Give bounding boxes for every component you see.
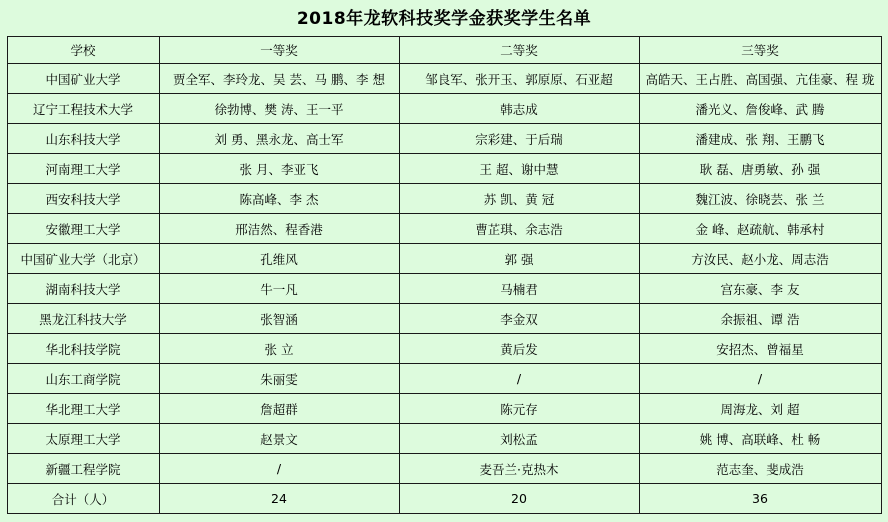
cell-third-prize: 金 峰、赵疏航、韩承村 bbox=[639, 214, 881, 244]
cell-first-prize: / bbox=[159, 454, 399, 484]
award-list-table bbox=[7, 36, 882, 514]
cell-first-prize: 赵景文 bbox=[159, 424, 399, 454]
cell-second-prize: 刘松孟 bbox=[399, 424, 639, 454]
cell-school: 河南理工大学 bbox=[7, 154, 159, 184]
cell-first-prize: 贾全军、李玲龙、吴 芸、马 鹏、李 想 bbox=[159, 64, 399, 94]
table-header-row bbox=[7, 37, 881, 64]
cell-school: 中国矿业大学 bbox=[7, 64, 159, 94]
cell-second-prize: / bbox=[399, 364, 639, 394]
column-header-school: 学校 bbox=[7, 37, 159, 64]
table-row bbox=[7, 124, 881, 154]
cell-school: 安徽理工大学 bbox=[7, 214, 159, 244]
cell-third-prize: 耿 磊、唐勇敏、孙 强 bbox=[639, 154, 881, 184]
table-row bbox=[7, 304, 881, 334]
cell-first-prize: 邢洁然、程香港 bbox=[159, 214, 399, 244]
cell-second-prize: 苏 凯、黄 冠 bbox=[399, 184, 639, 214]
table-row bbox=[7, 94, 881, 124]
table-row bbox=[7, 424, 881, 454]
cell-school: 黑龙江科技大学 bbox=[7, 304, 159, 334]
cell-total-label: 合计（人） bbox=[7, 484, 159, 514]
cell-school: 湖南科技大学 bbox=[7, 274, 159, 304]
cell-first-prize: 张 月、李亚飞 bbox=[159, 154, 399, 184]
cell-third-prize: 安招杰、曾福星 bbox=[639, 334, 881, 364]
table-row bbox=[7, 244, 881, 274]
cell-third-prize: 姚 博、高联峰、杜 畅 bbox=[639, 424, 881, 454]
cell-second-prize: 宗彩建、于后瑞 bbox=[399, 124, 639, 154]
cell-third-prize: 余振祖、谭 浩 bbox=[639, 304, 881, 334]
cell-first-prize: 詹超群 bbox=[159, 394, 399, 424]
cell-third-prize: 潘建成、张 翔、王鹏飞 bbox=[639, 124, 881, 154]
table-row bbox=[7, 454, 881, 484]
cell-second-prize: 李金双 bbox=[399, 304, 639, 334]
cell-second-prize: 曹芷琪、余志浩 bbox=[399, 214, 639, 244]
cell-second-prize: 邹良军、张开玉、郭原原、石亚超 bbox=[399, 64, 639, 94]
table-row bbox=[7, 184, 881, 214]
table-row bbox=[7, 274, 881, 304]
column-header-first-prize: 一等奖 bbox=[159, 37, 399, 64]
cell-total-first-prize: 24 bbox=[159, 484, 399, 514]
cell-second-prize: 麦吾兰·克热木 bbox=[399, 454, 639, 484]
cell-school: 辽宁工程技术大学 bbox=[7, 94, 159, 124]
cell-second-prize: 郭 强 bbox=[399, 244, 639, 274]
cell-third-prize: 魏江波、徐晓芸、张 兰 bbox=[639, 184, 881, 214]
cell-first-prize: 张智涵 bbox=[159, 304, 399, 334]
cell-first-prize: 牛一凡 bbox=[159, 274, 399, 304]
cell-third-prize: 周海龙、刘 超 bbox=[639, 394, 881, 424]
cell-school: 山东科技大学 bbox=[7, 124, 159, 154]
cell-first-prize: 徐勃博、樊 涛、王一平 bbox=[159, 94, 399, 124]
cell-second-prize: 马楠君 bbox=[399, 274, 639, 304]
cell-total-third-prize: 36 bbox=[639, 484, 881, 514]
cell-school: 山东工商学院 bbox=[7, 364, 159, 394]
cell-first-prize: 陈高峰、李 杰 bbox=[159, 184, 399, 214]
table-row bbox=[7, 334, 881, 364]
cell-third-prize: 高皓天、王占胜、高国强、亢佳豪、程 珑 bbox=[639, 64, 881, 94]
cell-second-prize: 陈元存 bbox=[399, 394, 639, 424]
cell-total-second-prize: 20 bbox=[399, 484, 639, 514]
cell-school: 中国矿业大学（北京） bbox=[7, 244, 159, 274]
table-row bbox=[7, 64, 881, 94]
cell-third-prize: 潘光义、詹俊峰、武 腾 bbox=[639, 94, 881, 124]
cell-second-prize: 韩志成 bbox=[399, 94, 639, 124]
table-row bbox=[7, 364, 881, 394]
cell-third-prize: 方汝民、赵小龙、周志浩 bbox=[639, 244, 881, 274]
cell-second-prize: 黄后发 bbox=[399, 334, 639, 364]
cell-school: 新疆工程学院 bbox=[7, 454, 159, 484]
column-header-third-prize: 三等奖 bbox=[639, 37, 881, 64]
cell-third-prize: 宫东豪、李 友 bbox=[639, 274, 881, 304]
cell-first-prize: 刘 勇、黑永龙、高士军 bbox=[159, 124, 399, 154]
cell-school: 太原理工大学 bbox=[7, 424, 159, 454]
cell-first-prize: 孔维风 bbox=[159, 244, 399, 274]
cell-first-prize: 张 立 bbox=[159, 334, 399, 364]
cell-school: 华北科技学院 bbox=[7, 334, 159, 364]
table-header bbox=[7, 37, 881, 64]
cell-third-prize: / bbox=[639, 364, 881, 394]
page-title: 2018年龙软科技奖学金获奖学生名单 bbox=[296, 9, 592, 29]
cell-third-prize: 范志奎、斐成浩 bbox=[639, 454, 881, 484]
cell-first-prize: 朱丽雯 bbox=[159, 364, 399, 394]
cell-second-prize: 王 超、谢中慧 bbox=[399, 154, 639, 184]
cell-school: 西安科技大学 bbox=[7, 184, 159, 214]
table-total-row bbox=[7, 484, 881, 514]
table-row bbox=[7, 154, 881, 184]
table-row bbox=[7, 214, 881, 244]
cell-school: 华北理工大学 bbox=[7, 394, 159, 424]
table-body bbox=[7, 64, 881, 514]
table-row bbox=[7, 394, 881, 424]
column-header-second-prize: 二等奖 bbox=[399, 37, 639, 64]
